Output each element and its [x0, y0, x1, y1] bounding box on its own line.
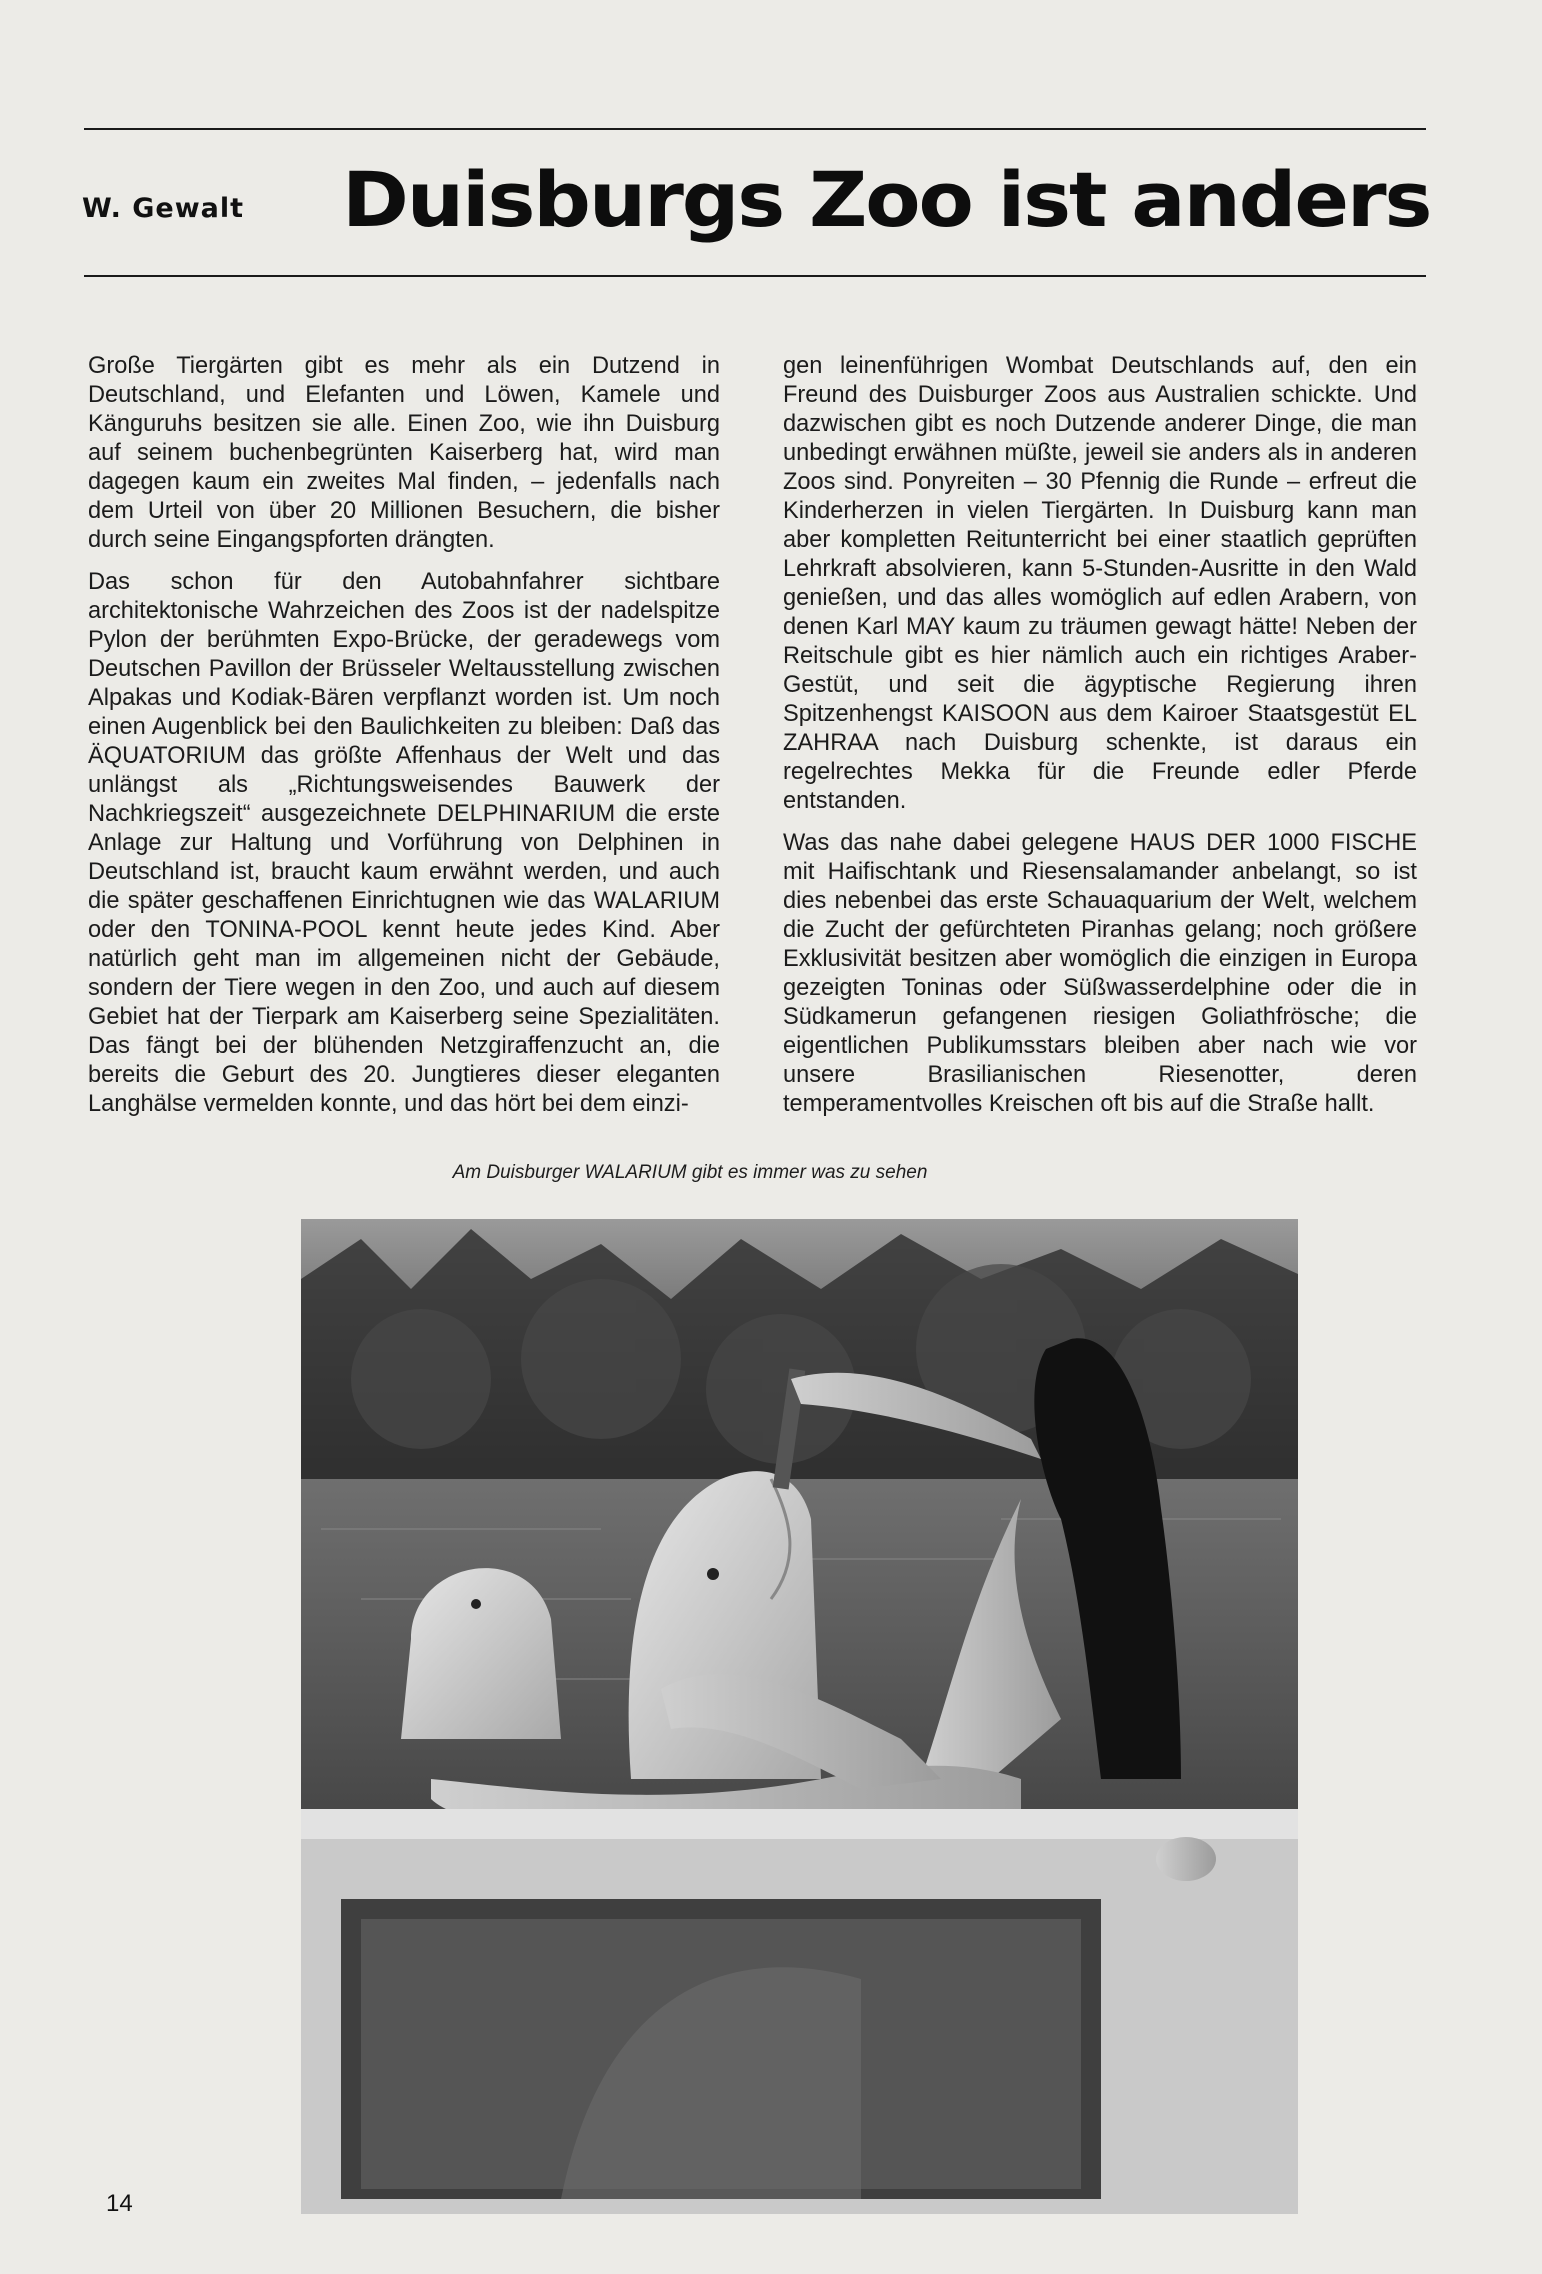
- paragraph: Große Tiergärten gibt es mehr als ein Dutzend in Deutschland, und Elefanten und Löwen, Kamele und Känguruhs besitzen sie alle. Einen Zoo, wie ihn Duisburg auf seinem buchenbegrünten Kaiserberg hat, wird man dagegen kaum ein zweites Mal finden, – jedenfalls nach dem Urteil von über 20 Millionen Besuchern, die bisher durch seine Eingangspforten drängten.: [88, 353, 720, 553]
- photo-caption: Am Duisburger WALARIUM gibt es immer was zu sehen: [452, 1162, 928, 1183]
- paragraph: Das schon für den Autobahnfahrer sichtbare architektonische Wahrzeichen des Zoos ist der nadelspitze Pylon der berühmten Expo-Brücke, der geradewegs vom Deutschen Pavillon der Brüsseler Weltausstellung zwischen Alpakas und Kodiak-Bären verpflanzt worden ist. Um noch einen Augenblick bei den Baulichkeiten zu bleiben: Daß das ÄQUATORIUM das größte Affenhaus der Welt und das unlängst als „Richtungsweisendes Bauwerk der Nachkriegszeit“ ausgezeichnete DELPHINARIUM die erste Anlage zur Haltung und Vorführung von Delphinen in Deutschland ist, braucht kaum erwähnt werden, und auch die später geschaffenen Einrichtugnen wie das WALARIUM oder den TONINA-POOL kennt heute jedes Kind. Aber natürlich geht man im allgemeinen nicht der Gebäude, sondern der Tiere wegen in den Zoo, und auch auf diesem Gebiet hat der Tierpark am Kaiserberg seine Spezialitäten. Das fängt bei der blühenden Netzgiraffenzucht an, die bereits die Geburt des 20. Jungtieres dieser eleganten Langhälse vermelden konnte, und das hört bei dem einzi-: [88, 569, 720, 1117]
- paragraph: gen leinenführigen Wombat Deutschlands auf, den ein Freund des Duisburger Zoos aus Australien schickte. Und dazwischen gibt es noch Dutzende anderer Dinge, die man unbedingt erwähnen müßte, jeweil sie anders als in anderen Zoos sind. Ponyreiten – 30 Pfennig die Runde – erfreut die Kinderherzen in vielen Tiergärten. In Duisburg kann man aber kompletten Reitunterricht bei einer staatlich geprüften Lehrkraft absolvieren, kann 5-Stunden-Ausritte in den Wald genießen, und das alles womöglich auf edlen Arabern, von denen Karl MAY kaum zu träumen gewagt hätte! Neben der Reitschule gibt es hier nämlich auch ein richtiges Araber-Gestüt, und seit die ägyptische Regierung ihren Spitzenhengst KAISOON aus dem Kairoer Staatsgestüt EL ZAHRAA nach Duisburg schenkte, ist daraus ein regelrechtes Mekka für die Freunde edler Pferde entstanden.: [783, 353, 1417, 814]
- author-byline: W. Gewalt: [82, 193, 245, 224]
- text-column-right: [783, 352, 1417, 1132]
- page-number: 14: [106, 2190, 133, 2217]
- header-rule-bottom: [84, 275, 1426, 277]
- article-headline: Duisburgs Zoo ist anders: [342, 155, 1431, 244]
- paragraph: Was das nahe dabei gelegene HAUS DER 1000 FISCHE mit Haifischtank und Riesensalamander anbelangt, so ist dies nebenbei das erste Schauaquarium der Welt, welchem die Zucht der gefürchteten Piranhas gelang; noch größere Exklusivität besitzen aber womöglich die einzigen in Europa gezeigten Toninas oder Süßwasserdelphine oder die in Südkamerun gefangenen riesigen Goliathfrösche; die eigentlichen Publikumsstars bleiben aber nach wie vor unsere Brasilianischen Riesenotter, deren temperamentvolles Kreischen oft bis auf die Straße hallt.: [783, 830, 1417, 1117]
- header-rule-top: [84, 128, 1426, 130]
- beluga-photo: [301, 1219, 1298, 2214]
- text-column-left: [88, 352, 720, 1132]
- photo-illustration: [301, 1219, 1298, 2214]
